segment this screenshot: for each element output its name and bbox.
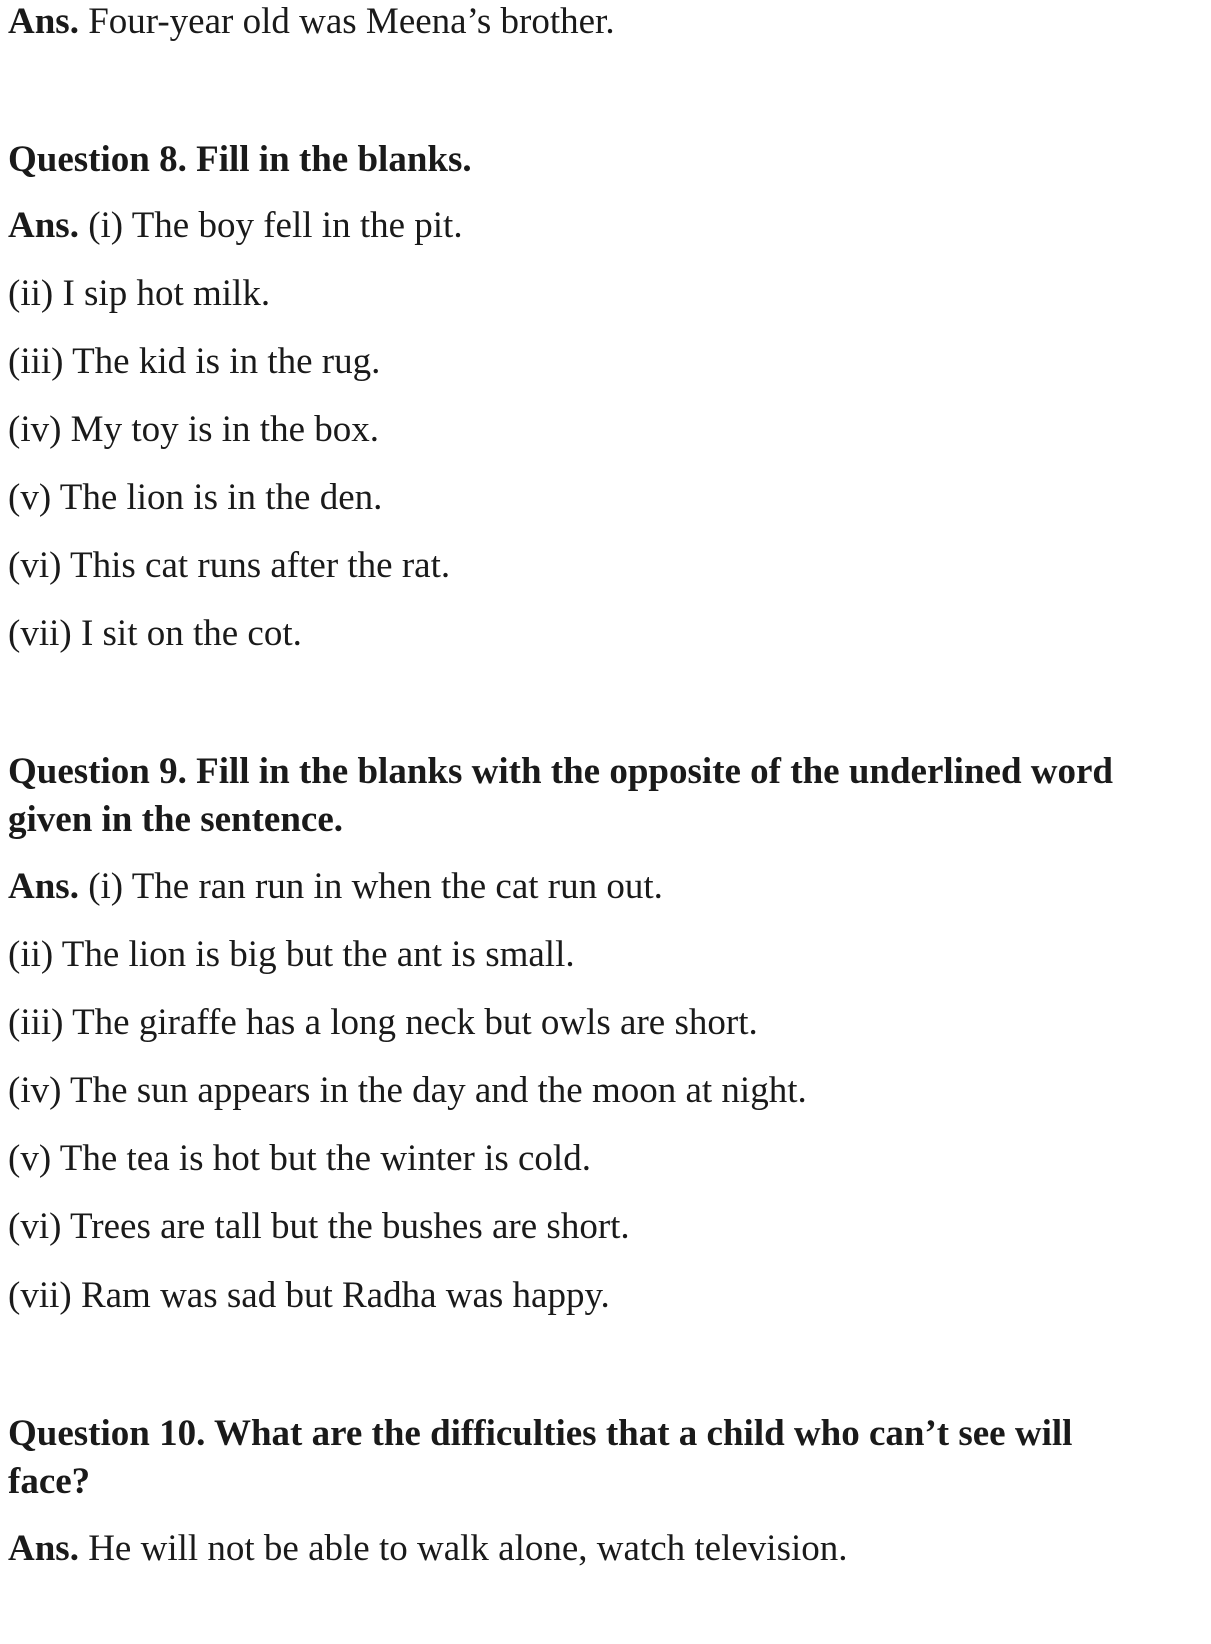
answer-label: Ans. [8,205,79,246]
q8-answer-line-5: (v) The lion is in the den. [8,477,383,518]
q8-answer-line-3: (iii) The kid is in the rug. [8,341,381,382]
q9-answer-line-3: (iii) The giraffe has a long neck but owls are short. [8,1002,758,1043]
answer-text: Four-year old was Meena’s brother. [78,1,615,42]
answer-text: (i) The boy fell in the pit. [78,205,463,246]
answer-label: Ans. [8,1,79,42]
answer-text: (i) The ran run in when the cat run out. [78,866,663,907]
answer-label: Ans. [8,1528,79,1569]
question-9-title-line-1: Question 9. Fill in the blanks with the opposite of the underlined word [8,751,1114,792]
q9-answer-line-5: (v) The tea is hot but the winter is cold. [8,1138,591,1179]
answer-text: He will not be able to walk alone, watch television. [78,1528,848,1569]
q9-answer-line-1 [8,865,663,909]
q8-answer-line-7: (vii) I sit on the cot. [8,613,302,654]
question-8-title: Question 8. Fill in the blanks. [8,139,472,180]
q9-answer-line-2: (ii) The lion is big but the ant is small. [8,934,575,975]
q9-answer-line-4: (iv) The sun appears in the day and the moon at night. [8,1070,807,1111]
answer-line [8,0,615,44]
q10-answer-line-1 [8,1527,848,1571]
q8-answer-line-4: (iv) My toy is in the box. [8,409,380,450]
question-10-title-line-1: Question 10. What are the difficulties that a child who can’t see will [8,1413,1073,1454]
q8-answer-line-6: (vi) This cat runs after the rat. [8,545,451,586]
question-10-title-line-2: face? [8,1461,91,1502]
q8-answer-line-1 [8,204,463,248]
q8-answer-line-2: (ii) I sip hot milk. [8,273,271,314]
question-9-title-line-2: given in the sentence. [8,799,344,840]
q9-answer-line-6: (vi) Trees are tall but the bushes are short. [8,1206,630,1247]
answer-label: Ans. [8,866,79,907]
q9-answer-line-7: (vii) Ram was sad but Radha was happy. [8,1275,610,1316]
